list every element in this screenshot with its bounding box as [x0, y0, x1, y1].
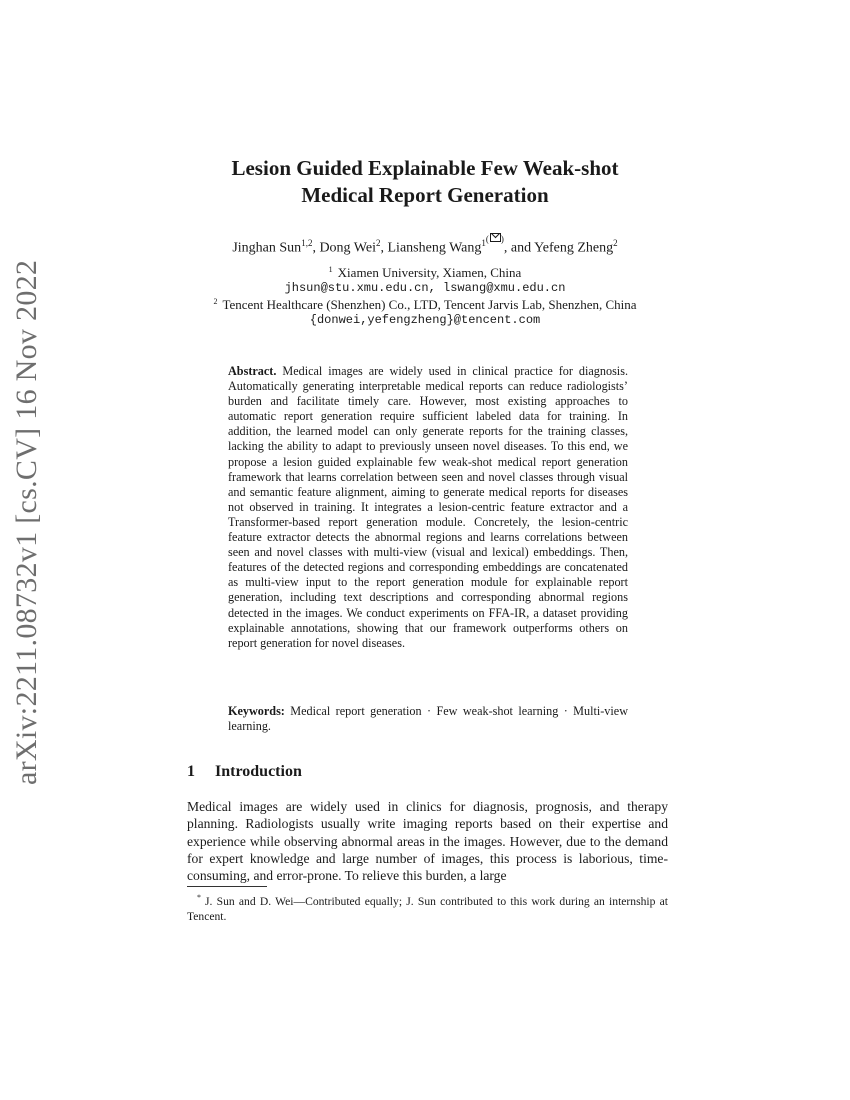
arxiv-identifier: arXiv:2211.08732v1 [cs.CV] 16 Nov 2022: [10, 259, 43, 785]
author-list: [0, 233, 850, 257]
introduction-paragraph: Medical images are widely used in clinics for diagnosis, prognosis, and therapy planning. Radiologists usually write imaging reports based on their expertise and experience while observing abnormal areas in the images. However, due to the demand for expert knowledge and large number of images, this process is laborious, time-consuming, and error-prone. To relieve this burden, a large: [187, 799, 668, 884]
footnote-mark: *: [197, 893, 201, 903]
paper-title: [0, 155, 850, 209]
author-affiliation-number: 1: [481, 238, 486, 248]
author-affiliation-mark: 2: [376, 238, 381, 248]
affiliation-2-emails: {donwei,yefengzheng}@tencent.com: [309, 313, 541, 327]
author-separator: ,: [312, 240, 320, 256]
author-affiliation-mark: 1,2: [301, 238, 313, 248]
author-name: Liansheng Wang: [387, 240, 482, 256]
section-title: Introduction: [215, 763, 302, 780]
author-name: Yefeng Zheng: [534, 240, 614, 256]
abstract: [228, 364, 628, 651]
affiliation-mark: 1: [328, 264, 333, 274]
section-number: 1: [187, 763, 195, 780]
section-heading: [187, 763, 302, 781]
keywords-label: Keywords:: [228, 704, 285, 718]
affiliation-1-emails: jhsun@stu.xmu.edu.cn, lswang@xmu.edu.cn: [284, 281, 566, 295]
footnote-text: J. Sun and D. Wei—Contributed equally; J. Sun contributed to this work during an internship at Tencent.: [187, 895, 668, 923]
title-line-1: Lesion Guided Explainable Few Weak-shot: [231, 156, 619, 180]
corresponding-author-envelope-icon: [490, 233, 501, 242]
author-affiliation-mark: 2: [613, 238, 618, 248]
keywords-text: Medical report generation · Few weak-shot learning · Multi-view learning.: [228, 704, 629, 734]
abstract-text: Medical images are widely used in clinical practice for diagnosis. Automatically generating interpretable medical reports can reduce radiologists’ burden and facilitate timely care. However, most existing approaches to automatic report generation require sufficient labeled data for training. In addition, the learned model can only generate reports for the training classes, lacking the ability to adapt to previously unseen novel diseases. To this end, we propose a lesion guided explainable few weak-shot medical report generation framework that learns correlation between seen and novel classes through visual and semantic feature alignment, aiming to generate medical reports for diseases not observed in training. It integrates a lesion-centric feature extractor and a Transformer-based report generation module. Concretely, the lesion-centric feature extractor detects the abnormal regions and learns correlations between seen and novel classes with multi-view (visual and lexical) embeddings. Then, features of the detected regions and corresponding embeddings are concatenated as multi-view input to the report generation module for explainable report generation, including text descriptions and corresponding abnormal regions detected in the images. We conduct experiments on FFA-IR, a dataset providing explainable annotations, showing that our framework outperforms others on report generation for novel diseases.: [228, 364, 628, 650]
affiliation-1: [0, 265, 850, 281]
affiliation-mark: 2: [213, 296, 218, 306]
author-affiliation-mark: 1( ): [481, 234, 504, 248]
author-separator: ,: [503, 240, 511, 256]
author-separator: ,: [380, 240, 388, 256]
affiliation-name: Tencent Healthcare (Shenzhen) Co., LTD, Tencent Jarvis Lab, Shenzhen, China: [222, 297, 637, 312]
footnote: [187, 894, 668, 924]
author-conjunction: and: [510, 240, 532, 256]
affiliation-2: [0, 297, 850, 313]
affiliation-name: Xiamen University, Xiamen, China: [337, 265, 522, 280]
keywords: [228, 704, 628, 734]
title-line-2: Medical Report Generation: [301, 183, 549, 207]
author-name: Dong Wei: [319, 240, 376, 256]
abstract-label: Abstract.: [228, 364, 277, 378]
author-name: Jinghan Sun: [232, 240, 302, 256]
footnote-rule: [187, 886, 267, 887]
